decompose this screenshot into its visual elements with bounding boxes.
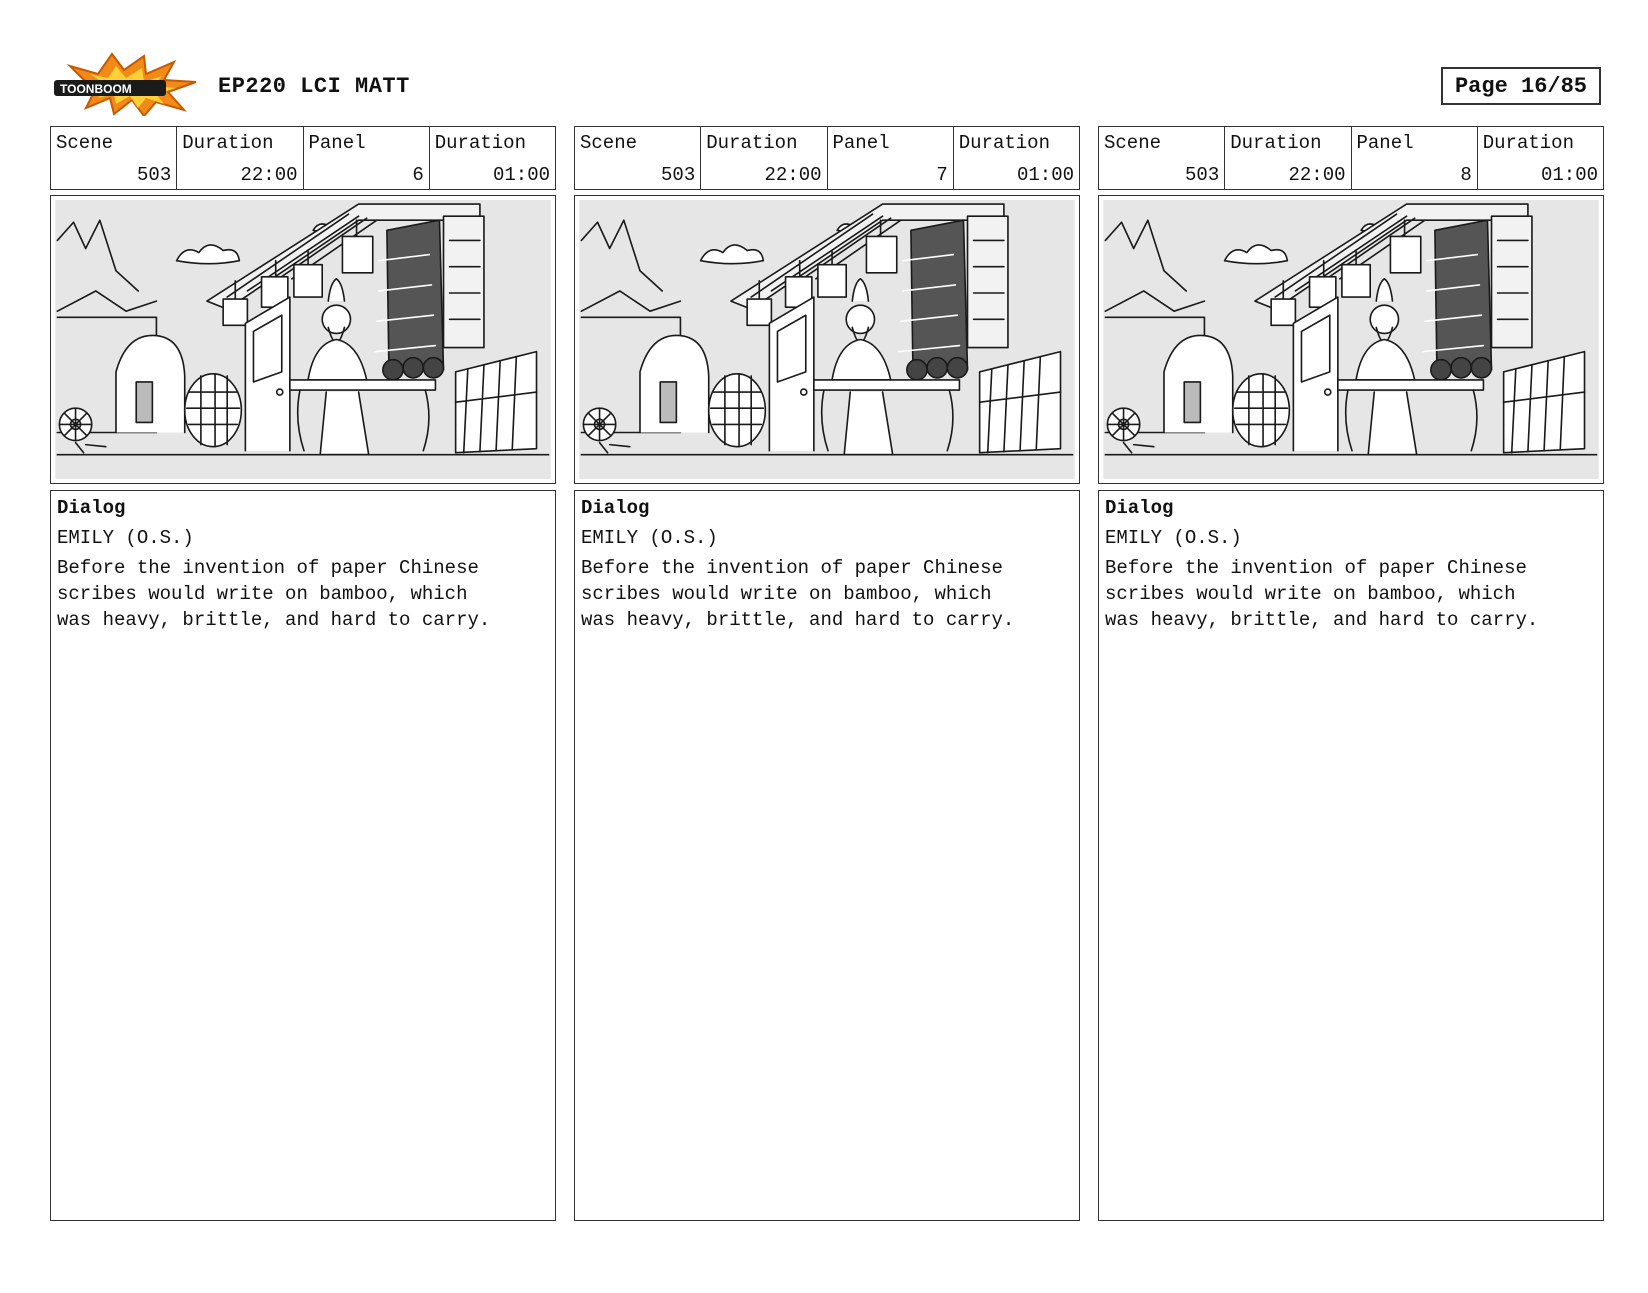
panel-value: 7 [936, 164, 948, 186]
panel-cell [304, 127, 430, 189]
duration-label: Duration [958, 132, 1050, 154]
logo-text: TOONBOOM [60, 82, 132, 96]
panel-duration-cell [1478, 127, 1603, 189]
storyboard-frame [50, 195, 556, 484]
dialog-box [574, 490, 1080, 1221]
scene-label: Scene [56, 132, 114, 154]
panel-value: 6 [412, 164, 424, 186]
toonboom-logo [52, 52, 198, 116]
sketch-image [1103, 200, 1599, 479]
storyboard-panel [50, 126, 556, 1221]
dialog-text: Before the invention of paper Chinese scribes would write on bamboo, which was heavy, brittle, and hard to carry. [57, 557, 491, 631]
sketch-image [55, 200, 551, 479]
panel-info-table [574, 126, 1080, 190]
dialog-heading: Dialog [1105, 497, 1174, 519]
storyboard-frame [1098, 195, 1604, 484]
panel-cell [1352, 127, 1478, 189]
dialog-speaker: EMILY (O.S.) [1105, 527, 1242, 549]
panel-cell [828, 127, 954, 189]
dialog-text: Before the invention of paper Chinese scribes would write on bamboo, which was heavy, brittle, and hard to carry. [1105, 557, 1539, 631]
storyboard-panel [574, 126, 1080, 1221]
panel-label: Panel [832, 132, 890, 154]
panel-value: 8 [1460, 164, 1472, 186]
scene-duration-value: 22:00 [764, 164, 822, 186]
dialog-box [1098, 490, 1604, 1221]
scene-duration-cell [177, 127, 303, 189]
panel-info-table [50, 126, 556, 190]
storyboard-panel [1098, 126, 1604, 1221]
storyboard-frame [574, 195, 1080, 484]
scene-label: Scene [580, 132, 638, 154]
scene-cell [1099, 127, 1225, 189]
panel-duration-value: 01:00 [1016, 164, 1074, 186]
scene-label: Scene [1104, 132, 1162, 154]
dialog-box [50, 490, 556, 1221]
duration-label: Duration [706, 132, 798, 154]
panel-duration-cell [954, 127, 1079, 189]
scene-value: 503 [137, 164, 172, 186]
panel-label: Panel [308, 132, 366, 154]
dialog-speaker: EMILY (O.S.) [581, 527, 718, 549]
panel-duration-value: 01:00 [492, 164, 550, 186]
duration-label: Duration [1482, 132, 1574, 154]
sketch-image [579, 200, 1075, 479]
scene-duration-value: 22:00 [240, 164, 298, 186]
document-title: EP220 LCI MATT [218, 74, 410, 99]
page-indicator: Page 16/85 [1441, 67, 1601, 105]
scene-duration-value: 22:00 [1288, 164, 1346, 186]
duration-label: Duration [1230, 132, 1322, 154]
scene-cell [51, 127, 177, 189]
panel-label: Panel [1356, 132, 1414, 154]
dialog-text: Before the invention of paper Chinese scribes would write on bamboo, which was heavy, brittle, and hard to carry. [581, 557, 1015, 631]
scene-duration-cell [701, 127, 827, 189]
scene-duration-cell [1225, 127, 1351, 189]
dialog-speaker: EMILY (O.S.) [57, 527, 194, 549]
duration-label: Duration [434, 132, 526, 154]
panel-duration-cell [430, 127, 555, 189]
scene-value: 503 [1185, 164, 1220, 186]
dialog-heading: Dialog [581, 497, 650, 519]
panel-info-table [1098, 126, 1604, 190]
scene-cell [575, 127, 701, 189]
panel-duration-value: 01:00 [1540, 164, 1598, 186]
scene-value: 503 [661, 164, 696, 186]
dialog-heading: Dialog [57, 497, 126, 519]
duration-label: Duration [182, 132, 274, 154]
